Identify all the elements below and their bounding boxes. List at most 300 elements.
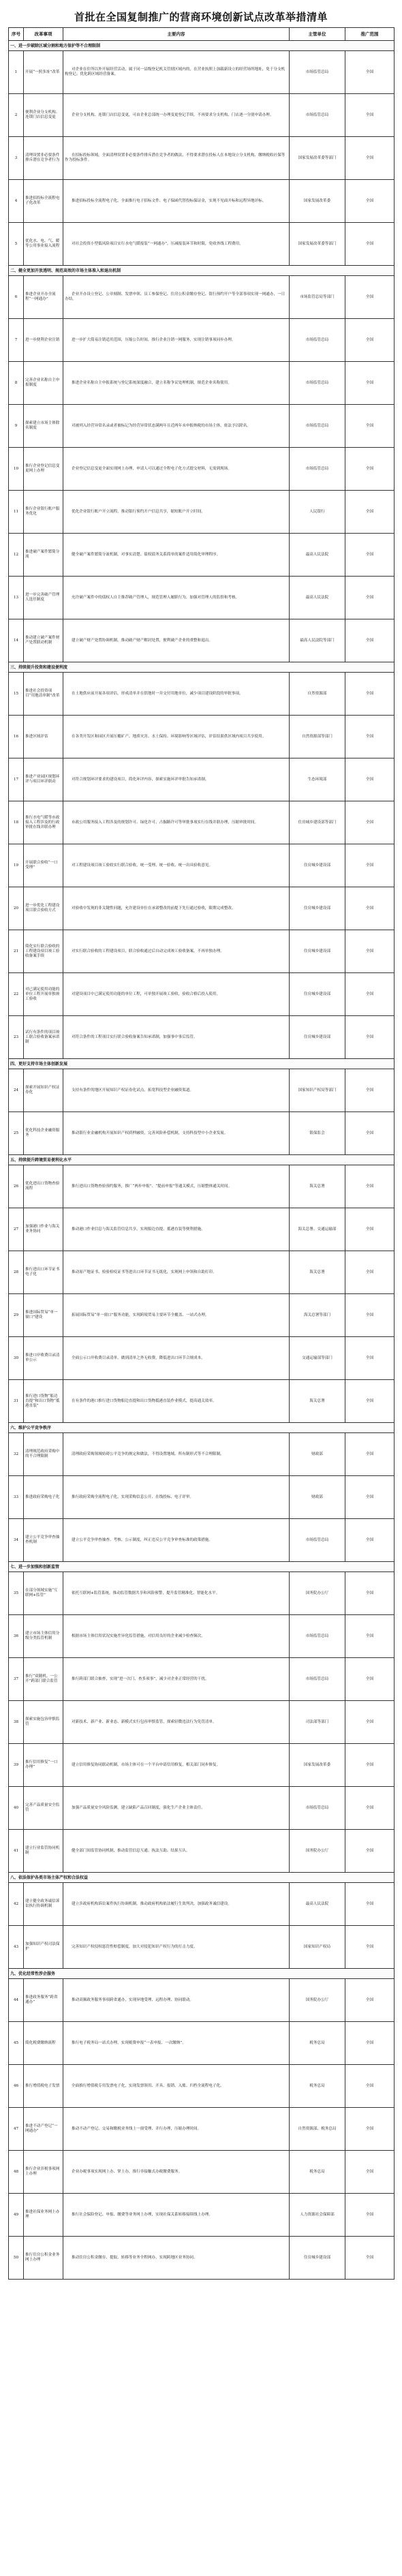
cell-dept: 国务院办公厅 [290,1979,345,2022]
table-row [9,1112,395,1155]
cell-content: 对新技术、新产业、新业态、新模式实行包容审慎监管，探索轻微违法行为免罚清单。 [63,1701,290,1744]
cell-no: 46 [9,2065,24,2108]
cell-dept: 最高人民法院 [290,1883,345,1926]
header-content: 主要内容 [63,28,290,41]
cell-dept: 海关总署 [290,1165,345,1208]
cell-scope: 全国 [345,1572,395,1615]
cell-dept: 自然资源部、税务总局 [290,2108,345,2151]
cell-dept: 市场监管总局 [290,1658,345,1701]
table-row [9,2194,395,2237]
table-row [9,844,395,887]
cell-content: 推进招标投标全流程电子化，全面推行电子招标文件、电子保函代替投标保证金，实现不见面开标和远程异地评标。 [63,180,290,223]
cell-no: 37 [9,1658,24,1701]
cell-content: 对符合规划环评要求的建设项目，简化环评内容，探索实施环评审批告知承诺制。 [63,758,290,801]
cell-item: 推进招投标全流程电子化改革 [24,180,63,223]
cell-content: 推行电子税务局一站式办理，实现税费申报“一表申报、一次缴纳”。 [63,2022,290,2065]
cell-item: 试行有条件的项目竣工联合验收备案承诺制 [24,1016,63,1059]
cell-item: 建立市场主体信用分级分类监管机制 [24,1615,63,1658]
cell-content: 在有条件的港口推行进口货物船边直提和出口货物抵港直装作业模式，提高通关效率。 [63,1380,290,1423]
cell-scope: 全国 [345,2108,395,2151]
cell-no: 1 [9,51,24,94]
cell-content: 在招标投标领域，全面清理设置非必要条件排斥潜在竞争者的做法，不得要求潜在投标人在本地设立分支机构、缴纳税收社保等作为投标条件。 [63,137,290,180]
table-row [9,2108,395,2151]
cell-no: 18 [9,801,24,844]
cell-content: 根据市场主体信用状况实施差异化监管措施，对信用良好的企业减少检查频次。 [63,1615,290,1658]
cell-no: 2 [9,94,24,137]
cell-no: 30 [9,1337,24,1380]
cell-dept: 海关总署、交通运输部 [290,1208,345,1251]
cell-scope: 全国 [345,1519,395,1562]
cell-content: 对企业在住所以外开展经营活动，属于同一县级登记机关管辖区域内的，在营业执照上加载新设立的经营场所地址，免于分支机构登记；优化跨区域经营备案。 [63,51,290,94]
cell-content: 允许破产案件中的债权人自主推荐破产管理人，规范管理人履职行为，加强对管理人的监督和考核。 [63,577,290,619]
cell-content: 对工程建设项目竣工验收实行联合验收，统一受理、统一验收、统一出具验收意见。 [63,844,290,887]
cell-item: 清理规范政府采购中的不合理限制 [24,1433,63,1476]
cell-no: 7 [9,319,24,362]
cell-no: 14 [9,619,24,662]
cell-item: 简化税费缴纳流程 [24,2022,63,2065]
cell-item: 推进政府采购电子化 [24,1476,63,1519]
cell-no: 28 [9,1251,24,1294]
cell-item: 推进产业园区规划环评与项目环评联动 [24,758,63,801]
table-row [9,362,395,405]
cell-dept: 国家知识产权局等部门 [290,1069,345,1112]
cell-scope: 全国 [345,491,395,534]
cell-content: 建立公平竞争审查抽查、考核、公示制度，纠正违反公平竞争审查标准的政策措施。 [63,1519,290,1562]
cell-no: 47 [9,2108,24,2151]
table-row [9,1208,395,1251]
cell-dept: 国家发展改革委 [290,1744,345,1787]
cell-dept: 税务总局 [290,2065,345,2108]
table-row [9,2022,395,2065]
table-row [9,1380,395,1423]
cell-scope: 全国 [345,1701,395,1744]
cell-content: 加强产品质量安全风险监测，建立缺陷产品召回制度，强化生产企业主体责任。 [63,1787,290,1830]
cell-item: 优化水、电、气、暖等公用事业接入流程 [24,223,63,266]
cell-no: 34 [9,1519,24,1562]
cell-content: 在各类开发区和园区开展压覆矿产、地质灾害、水土保持、环境影响等区域评估，评估结果供区域内项目共享使用。 [63,716,290,758]
table-row [9,1979,395,2022]
cell-scope: 全国 [345,887,395,930]
cell-no: 39 [9,1744,24,1787]
cell-no: 27 [9,1208,24,1251]
cell-item: 推行住房公积金业务网上办理 [24,2237,63,2280]
cell-content: 推动银行业金融机构开展知识产权质押融资，完善风险补偿机制，支持科技型中小企业发展。 [63,1112,290,1155]
cell-scope: 全国 [345,716,395,758]
cell-item: 推进区域评估 [24,716,63,758]
cell-content: 企业登记信息变更全面实现网上办理，申请人可以通过全程电子化方式提交材料，无需到现场。 [63,448,290,491]
table-row [9,1165,395,1208]
table-row [9,534,395,577]
cell-item: 建立行业监管协同机制 [24,1830,63,1873]
cell-no: 16 [9,716,24,758]
cell-scope: 全国 [345,180,395,223]
table-row [9,887,395,930]
cell-content: 依托互联网+监管系统，推动监管数据共享和风险预警，提升监管精准化、智能化水平。 [63,1572,290,1615]
cell-content: 清理政府采购领域妨碍公平竞争的规定和做法，不得设置地域、所有制形式等不合理限制。 [63,1433,290,1476]
cell-item: 推行企业登记信息变更网上办理 [24,448,63,491]
table-row [9,319,395,362]
cell-scope: 全国 [345,1165,395,1208]
cell-scope: 全国 [345,973,395,1016]
cell-content: 健全破产案件繁简分流机制，对事实清楚、债权债务关系简单的案件适用简化审理程序。 [63,534,290,577]
cell-item: 推行进口货物“船边直提”和出口货物“抵港直装” [24,1380,63,1423]
cell-dept: 税务总局 [290,2151,345,2194]
cell-scope: 全国 [345,1016,395,1059]
cell-item: 推进不动产登记“一网通办” [24,2108,63,2151]
cell-item: 推行水电气暖等市政接入工程涉及的行政审批在线并联办理 [24,801,63,844]
cell-item: 对已满足使用功能的单位工程开展单独竣工验收 [24,973,63,1016]
section-row [9,41,395,51]
section-row [9,662,395,673]
cell-item: 进一步便利企业注销 [24,319,63,362]
cell-dept: 住房城乡建设部 [290,1016,345,1059]
cell-dept: 市场监管总局 [290,1615,345,1658]
cell-dept: 交通运输部等部门 [290,1337,345,1380]
table-row [9,223,395,266]
cell-scope: 全国 [345,448,395,491]
cell-scope: 全国 [345,1830,395,1873]
cell-dept: 海关总署等部门 [290,1294,345,1337]
cell-no: 40 [9,1787,24,1830]
table-row [9,94,395,137]
cell-content: 进一步扩大简易注销适用范围，压缩公告时间，推行企业注销一网服务，实现注销事项同步办理。 [63,319,290,362]
cell-no: 10 [9,448,24,491]
cell-item: 开展“一照多址”改革 [24,51,63,94]
cell-no: 11 [9,491,24,534]
table-body [9,41,395,2280]
cell-no: 36 [9,1615,24,1658]
cell-scope: 全国 [345,2194,395,2237]
cell-dept: 自然资源部 [290,673,345,716]
cell-no: 24 [9,1069,24,1112]
cell-item: 探索实施包容审慎监管 [24,1701,63,1744]
section-row [9,1873,395,1883]
cell-content: 推进企业名称自主申报系统与登记系统深度融合，建立名称争议处理机制，规范企业名称使用。 [63,362,290,405]
cell-dept: 国家发展改革委等部门 [290,137,345,180]
cell-scope: 全国 [345,405,395,448]
cell-scope: 全国 [345,1380,395,1423]
cell-no: 23 [9,1016,24,1059]
table-row [9,801,395,844]
table-row [9,1926,395,1969]
cell-dept: 市场监管总局 [290,319,345,362]
cell-no: 21 [9,930,24,973]
cell-no: 32 [9,1433,24,1476]
table-row [9,930,395,973]
cell-no: 43 [9,1926,24,1969]
cell-dept: 生态环境部 [290,758,345,801]
cell-content: 推动不动产登记、交易和缴税业务线上一窗受理、并行办理，压缩办理时间。 [63,2108,290,2151]
cell-item: 完善企业名称自主申报制度 [24,362,63,405]
section-title: 五、持续提升跨境贸易便利化水平 [9,1155,395,1165]
cell-dept: 国家知识产权局 [290,1926,345,1969]
cell-no: 5 [9,223,24,266]
cell-dept: 市场监管总局 [290,362,345,405]
table-row [9,1433,395,1476]
cell-no: 8 [9,362,24,405]
header-scope: 推广范围 [345,28,395,41]
cell-scope: 全国 [345,1433,395,1476]
cell-dept: 市场监管总局 [290,1787,345,1830]
cell-dept: 自然资源部等部门 [290,716,345,758]
cell-scope: 全国 [345,1112,395,1155]
table-row [9,2237,395,2280]
table-header-row [9,28,395,41]
cell-item: 进一步优化工程建设项目联合验收方式 [24,887,63,930]
cell-no: 6 [9,276,24,319]
cell-scope: 全国 [345,1294,395,1337]
cell-scope: 全国 [345,1926,395,1969]
cell-scope: 全国 [345,1476,395,1519]
cell-item: 探索建立市场主体除名制度 [24,405,63,448]
cell-content: 市政公用服务接入工程涉及的规划许可、绿化许可、占掘路许可等审批事项实行在线并联办理，压缩审批时间。 [63,801,290,844]
cell-content: 优化企业银行账户开立流程，推动银行预约开户信息共享，缩短账户开立时间。 [63,491,290,534]
cell-content: 拓展国际贸易“单一窗口”服务功能，实现跨境贸易主要环节全覆盖、一站式办理。 [63,1294,290,1337]
table-row [9,137,395,180]
cell-content: 全面推行增值税专用发票电子化，实现发票领用、开具、报销、入账、归档全流程电子化。 [63,2065,290,2108]
cell-no: 20 [9,887,24,930]
table-row [9,973,395,1016]
cell-scope: 全国 [345,1658,395,1701]
cell-no: 48 [9,2151,24,2194]
section-row [9,266,395,276]
table-row [9,405,395,448]
cell-scope: 全国 [345,2151,395,2194]
cell-content: 推动原产地证书、检验检疫证书等进出口环节证书无纸化，实现网上申领和自助打印。 [63,1251,290,1294]
cell-content: 建立涉政府机构诉讼案件执行协调机制，推动政府机构依法履行生效判决，加强政务诚信建设。 [63,1883,290,1926]
cell-dept: 财政部 [290,1433,345,1476]
cell-dept: 最高人民法院等部门 [290,619,345,662]
cell-dept: 国务院办公厅 [290,1830,345,1873]
cell-content: 对建设项目中已满足使用功能的单位工程，可单独开展竣工验收，验收合格后投入使用。 [63,973,290,1016]
section-title: 六、维护公平竞争秩序 [9,1423,395,1433]
cell-item: 推进社会投资项目“用地清单制”改革 [24,673,63,716]
cell-item: 清理设置非必要条件排斥潜在竞争者行为 [24,137,63,180]
table-row [9,1476,395,1519]
cell-scope: 全国 [345,1337,395,1380]
table-row [9,1701,395,1744]
cell-content: 对实行联合验收的工程建设项目，联合验收通过后自动完成竣工验收备案，不再单独办理。 [63,930,290,973]
cell-item: 便利企业分支机构、连锁门店信息变更 [24,94,63,137]
table-row [9,1016,395,1059]
cell-no: 31 [9,1380,24,1423]
cell-scope: 全国 [345,673,395,716]
table-row [9,180,395,223]
cell-dept: 市场监管总局 [290,1519,345,1562]
cell-dept: 人力资源社会保障部 [290,2194,345,2237]
cell-content: 推行跨部门联合抽查，实现“进一次门、查多项事”，减少对企业正常经营的干扰。 [63,1658,290,1701]
cell-content: 对验收中发现的非关键性问题，允许建设单位在承诺整改的前提下先行通过验收，限期完成整改。 [63,887,290,930]
table-row [9,758,395,801]
cell-scope: 全国 [345,534,395,577]
cell-content: 对被列入经营异常名录或者被标记为经营异常状态满两年且近两年未申报纳税的市场主体，依法予以除名。 [63,405,290,448]
cell-item: 推进社保业务网上办理 [24,2194,63,2237]
cell-scope: 全国 [345,844,395,887]
cell-item: 推行信用修复“一口办理” [24,1744,63,1787]
cell-content: 在土地供应前开展各项评估，形成清单并在供地时一并交付用地单位，减少项目建设阶段的审批事项。 [63,673,290,716]
cell-item: 在部分领域实施“互联网+监管” [24,1572,63,1615]
table-row [9,619,395,662]
cell-no: 29 [9,1294,24,1337]
cell-scope: 全国 [345,758,395,801]
header-dept: 主管单位 [290,28,345,41]
cell-content: 推行社会保险登记、申报、缴费等业务网上办理，实现社保关系转移接续线上办理。 [63,2194,290,2237]
cell-no: 12 [9,534,24,577]
cell-content: 对符合条件的工程项目实行联合验收备案告知承诺制，加强事中事后监管。 [63,1016,290,1059]
cell-item: 简化实行联合验收的工程建设项目竣工验收备案手续 [24,930,63,973]
cell-scope: 全国 [345,362,395,405]
cell-no: 35 [9,1572,24,1615]
cell-item: 加强港口作业与海关业务协同 [24,1208,63,1251]
table-row [9,491,395,534]
cell-scope: 全国 [345,2237,395,2280]
table-row [9,1744,395,1787]
header-item: 改革事项 [24,28,63,41]
section-title: 八、依法保护各类市场主体产权和合法权益 [9,1873,395,1883]
cell-item: 建立健全政务诚信诉讼执行协调机制 [24,1883,63,1926]
section-row [9,1969,395,1979]
cell-dept: 市场监管总局等部门 [290,276,345,319]
cell-dept: 海关总署 [290,1380,345,1423]
cell-no: 3 [9,137,24,180]
table-row [9,1787,395,1830]
table-row [9,1883,395,1926]
cell-scope: 全国 [345,319,395,362]
cell-scope: 全国 [345,1979,395,2022]
cell-item: 开展联合验收“一口受理” [24,844,63,887]
reform-measures-table [8,27,395,2280]
cell-scope: 全国 [345,930,395,973]
cell-item: 推进口岸收费目录清单公示 [24,1337,63,1380]
cell-scope: 全国 [345,137,395,180]
cell-no: 50 [9,2237,24,2280]
cell-dept: 司法部等部门 [290,1701,345,1744]
cell-no: 42 [9,1883,24,1926]
cell-item: 进一步完善破产管理人选任制度 [24,577,63,619]
cell-scope: 全国 [345,1615,395,1658]
section-title: 一、进一步破除区域分割和地方保护等不合理限制 [9,41,395,51]
cell-item: 推动建立破产案件财产处置联动机制 [24,619,63,662]
cell-content: 完善知识产权侵权惩罚性赔偿制度，加大对侵犯知识产权行为的打击力度。 [63,1926,290,1969]
section-title: 七、进一步加强和创新监管 [9,1562,395,1572]
cell-scope: 全国 [345,223,395,266]
table-row [9,448,395,491]
cell-dept: 市场监管总局 [290,405,345,448]
cell-item: 加强知识产权司法保护 [24,1926,63,1969]
cell-no: 26 [9,1165,24,1208]
cell-scope: 全国 [345,2065,395,2108]
cell-no: 33 [9,1476,24,1519]
cell-content: 支持有条件的地区开展知识产权证券化试点，拓宽科技型企业融资渠道。 [63,1069,290,1112]
section-title: 四、更好支持市场主体创新发展 [9,1059,395,1069]
section-row [9,1562,395,1572]
cell-content: 企业开办设立登记、公章刻制、发票申领、员工参保登记、住房公积金缴存登记、银行预约开户等全部事项实现一网通办，一日办结。 [63,276,290,319]
cell-item: 优化科技企业融资服务 [24,1112,63,1155]
cell-scope: 全国 [345,1251,395,1294]
cell-item: 推进破产案件繁简分流 [24,534,63,577]
cell-dept: 税务总局 [290,2022,345,2065]
cell-scope: 全国 [345,1069,395,1112]
cell-item: 推进国际贸易“单一窗口”建设 [24,1294,63,1337]
cell-item: 推行企业涉税事项网上办理 [24,2151,63,2194]
cell-item: 推行“双随机、一公开”跨部门联合监管 [24,1658,63,1701]
section-row [9,1059,395,1069]
cell-no: 49 [9,2194,24,2237]
cell-content: 企业办税事项实现网上办、掌上办，推行非接触式办税缴费服务。 [63,2151,290,2194]
cell-dept: 海关总署 [290,1251,345,1294]
cell-item: 推行企业银行账户服务优化 [24,491,63,534]
table-row [9,51,395,94]
cell-item: 探索开展知识产权证券化 [24,1069,63,1112]
cell-dept: 最高人民法院 [290,534,345,577]
cell-scope: 全国 [345,1744,395,1787]
section-row [9,1155,395,1165]
section-row [9,1423,395,1433]
header-no: 序号 [9,28,24,41]
cell-no: 9 [9,405,24,448]
cell-no: 38 [9,1701,24,1744]
cell-scope: 全国 [345,619,395,662]
cell-dept: 住房城乡建设部 [290,887,345,930]
table-row [9,2065,395,2108]
table-row [9,276,395,319]
cell-no: 19 [9,844,24,887]
cell-dept: 住房城乡建设部 [290,973,345,1016]
table-row [9,577,395,619]
table-row [9,716,395,758]
cell-no: 13 [9,577,24,619]
cell-item: 完善产品质量安全监管 [24,1787,63,1830]
cell-no: 4 [9,180,24,223]
cell-content: 健全部门间监管协同机制，推动监管信息互通、执法互助、结果互认。 [63,1830,290,1873]
cell-no: 17 [9,758,24,801]
cell-no: 22 [9,973,24,1016]
table-row [9,1830,395,1873]
table-row [9,1294,395,1337]
cell-dept: 住房城乡建设部等部门 [290,801,345,844]
cell-dept: 人民银行 [290,491,345,534]
table-row [9,2151,395,2194]
cell-dept: 市场监管总局 [290,51,345,94]
cell-content: 企业分支机构、连锁门店信息变更，可由企业总部统一办理变更登记手续，不再要求分支机构、门店逐一分别申请办理。 [63,94,290,137]
cell-scope: 全国 [345,94,395,137]
cell-dept: 国家发展改革委 [290,180,345,223]
cell-content: 推动高频政务服务事项跨省通办，实现异地受理、远程办理、协同联动。 [63,1979,290,2022]
cell-dept: 市场监管总局 [290,94,345,137]
cell-item: 推行进出口环节证书电子化 [24,1251,63,1294]
cell-item: 推进企业开办全流程“一网通办” [24,276,63,319]
cell-scope: 全国 [345,276,395,319]
cell-dept: 财政部 [290,1476,345,1519]
cell-dept: 住房城乡建设部 [290,930,345,973]
table-row [9,1615,395,1658]
cell-item: 推行增值税电子发票 [24,2065,63,2108]
cell-content: 建立信用修复协同联动机制，市场主体可在一个平台申请信用修复，相关部门同步修复。 [63,1744,290,1787]
cell-no: 44 [9,1979,24,2022]
cell-dept: 住房城乡建设部 [290,2237,345,2280]
cell-dept: 最高人民法院 [290,577,345,619]
cell-scope: 全国 [345,51,395,94]
table-row [9,1519,395,1562]
section-title: 九、优化经常性涉企服务 [9,1969,395,1979]
cell-item: 建立公平竞争审查抽查机制 [24,1519,63,1562]
section-title: 二、健全更加开放透明、规范高效的市场主体准入和退出机制 [9,266,395,276]
table-row [9,1572,395,1615]
document-title: 首批在全国复制推广的营商环境创新试点改革举措清单 [74,11,328,23]
cell-dept: 国家发展改革委等部门 [290,223,345,266]
table-row [9,1658,395,1701]
section-title: 三、持续提升投资和建设便利度 [9,662,395,673]
